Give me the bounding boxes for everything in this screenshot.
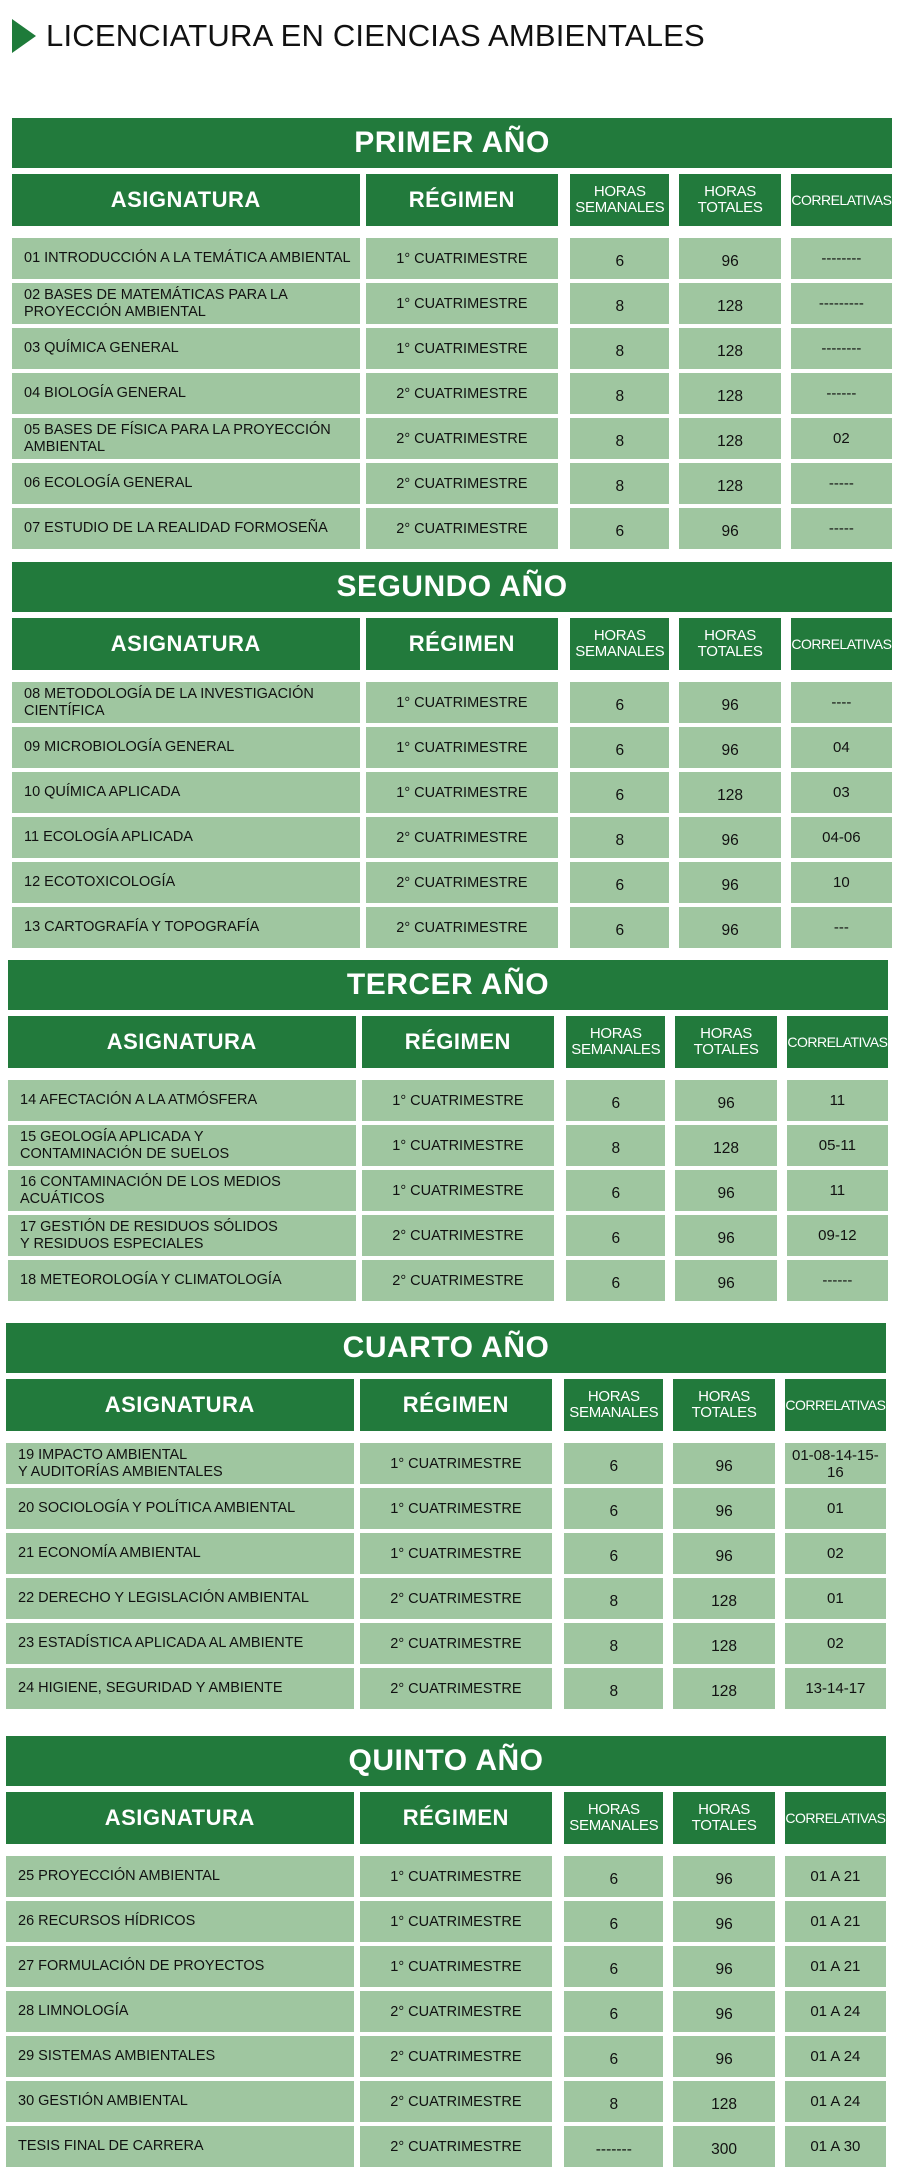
regime-cell: 1° CUATRIMESTRE bbox=[360, 1901, 553, 1942]
weekly-hours-cell: 8 bbox=[566, 1125, 665, 1166]
correlatives-cell: 11 bbox=[787, 1170, 888, 1211]
table-header bbox=[8, 1016, 888, 1068]
regime-cell: 2° CUATRIMESTRE bbox=[366, 463, 559, 504]
header-total-hours: HORAS TOTALES bbox=[679, 174, 780, 226]
total-hours-cell: 300 bbox=[673, 2126, 774, 2167]
total-hours-cell: 96 bbox=[673, 1488, 774, 1529]
weekly-hours-cell: 6 bbox=[570, 238, 669, 279]
total-hours-cell: 128 bbox=[673, 1623, 774, 1664]
subject-cell: 06 ECOLOGÍA GENERAL bbox=[12, 463, 360, 504]
header-weekly-hours: HORAS SEMANALES bbox=[566, 1016, 665, 1068]
table-row bbox=[12, 328, 892, 369]
total-hours-cell: 128 bbox=[679, 772, 780, 813]
table-row bbox=[6, 1991, 886, 2032]
subject-cell: 05 BASES DE FÍSICA PARA LA PROYECCIÓN AMBIENTAL bbox=[12, 418, 360, 459]
weekly-hours-cell: 6 bbox=[564, 1533, 663, 1574]
correlatives-cell: 01 A 24 bbox=[785, 2081, 886, 2122]
table-row bbox=[6, 1856, 886, 1897]
subject-cell: 20 SOCIOLOGÍA Y POLÍTICA AMBIENTAL bbox=[6, 1488, 354, 1529]
year-title: QUINTO AÑO bbox=[6, 1736, 886, 1786]
regime-cell: 2° CUATRIMESTRE bbox=[366, 862, 559, 903]
table-row bbox=[8, 1170, 888, 1211]
subject-cell: 02 BASES DE MATEMÁTICAS PARA LA PROYECCIÓN AMBIENTAL bbox=[12, 283, 360, 324]
subject-cell: 08 METODOLOGÍA DE LA INVESTIGACIÓN CIENTÍFICA bbox=[12, 682, 360, 723]
regime-cell: 2° CUATRIMESTRE bbox=[360, 1991, 553, 2032]
total-hours-cell: 128 bbox=[679, 328, 780, 369]
total-hours-cell: 128 bbox=[679, 463, 780, 504]
regime-cell: 1° CUATRIMESTRE bbox=[366, 238, 559, 279]
weekly-hours-cell: 8 bbox=[570, 283, 669, 324]
weekly-hours-cell: 8 bbox=[570, 373, 669, 414]
correlatives-cell: 02 bbox=[785, 1623, 886, 1664]
play-triangle-icon bbox=[12, 19, 36, 53]
table-row bbox=[12, 907, 892, 948]
correlatives-cell: ---- bbox=[791, 682, 892, 723]
regime-cell: 2° CUATRIMESTRE bbox=[366, 817, 559, 858]
table-header bbox=[6, 1792, 886, 1844]
weekly-hours-cell: 8 bbox=[570, 328, 669, 369]
total-hours-cell: 96 bbox=[675, 1215, 776, 1256]
weekly-hours-cell: 6 bbox=[570, 508, 669, 549]
header-regime: RÉGIMEN bbox=[366, 618, 559, 670]
header-correlatives: CORRELATIVAS bbox=[791, 618, 892, 670]
table-header bbox=[12, 618, 892, 670]
weekly-hours-cell: 8 bbox=[564, 1668, 663, 1709]
correlatives-cell: -------- bbox=[791, 238, 892, 279]
regime-cell: 1° CUATRIMESTRE bbox=[366, 682, 559, 723]
page-title: LICENCIATURA EN CIENCIAS AMBIENTALES bbox=[46, 18, 705, 53]
table-row bbox=[12, 817, 892, 858]
correlatives-cell: --- bbox=[791, 907, 892, 948]
correlatives-cell: 03 bbox=[791, 772, 892, 813]
header-subject: ASIGNATURA bbox=[12, 618, 360, 670]
weekly-hours-cell: 6 bbox=[564, 1488, 663, 1529]
correlatives-cell: ----- bbox=[791, 508, 892, 549]
subject-cell: 19 IMPACTO AMBIENTAL Y AUDITORÍAS AMBIENTALES bbox=[6, 1443, 354, 1484]
total-hours-cell: 96 bbox=[673, 1946, 774, 1987]
regime-cell: 2° CUATRIMESTRE bbox=[362, 1260, 555, 1301]
header-total-hours: HORAS TOTALES bbox=[673, 1379, 774, 1431]
table-row bbox=[8, 1080, 888, 1121]
regime-cell: 1° CUATRIMESTRE bbox=[362, 1170, 555, 1211]
total-hours-cell: 128 bbox=[675, 1125, 776, 1166]
regime-cell: 1° CUATRIMESTRE bbox=[366, 283, 559, 324]
subject-cell: 23 ESTADÍSTICA APLICADA AL AMBIENTE bbox=[6, 1623, 354, 1664]
header-total-hours: HORAS TOTALES bbox=[675, 1016, 776, 1068]
total-hours-cell: 96 bbox=[679, 727, 780, 768]
total-hours-cell: 128 bbox=[679, 283, 780, 324]
correlatives-cell: ------ bbox=[787, 1260, 888, 1301]
subject-cell: 09 MICROBIOLOGÍA GENERAL bbox=[12, 727, 360, 768]
header-total-hours: HORAS TOTALES bbox=[679, 618, 780, 670]
table-row bbox=[12, 373, 892, 414]
weekly-hours-cell: 6 bbox=[564, 1443, 663, 1484]
table-row bbox=[6, 2036, 886, 2077]
regime-cell: 2° CUATRIMESTRE bbox=[360, 2036, 553, 2077]
regime-cell: 1° CUATRIMESTRE bbox=[360, 1533, 553, 1574]
correlatives-cell: 01 bbox=[785, 1488, 886, 1529]
table-row bbox=[6, 1946, 886, 1987]
regime-cell: 1° CUATRIMESTRE bbox=[360, 1856, 553, 1897]
subject-cell: 11 ECOLOGÍA APLICADA bbox=[12, 817, 360, 858]
total-hours-cell: 96 bbox=[679, 862, 780, 903]
table-row bbox=[8, 1125, 888, 1166]
subject-cell: 16 CONTAMINACIÓN DE LOS MEDIOS ACUÁTICOS bbox=[8, 1170, 356, 1211]
table-row bbox=[8, 1215, 888, 1256]
table-row bbox=[12, 283, 892, 324]
regime-cell: 1° CUATRIMESTRE bbox=[366, 727, 559, 768]
regime-cell: 1° CUATRIMESTRE bbox=[360, 1946, 553, 1987]
correlatives-cell: --------- bbox=[791, 283, 892, 324]
header-weekly-hours: HORAS SEMANALES bbox=[564, 1792, 663, 1844]
regime-cell: 2° CUATRIMESTRE bbox=[360, 2081, 553, 2122]
table-row bbox=[12, 772, 892, 813]
total-hours-cell: 96 bbox=[679, 682, 780, 723]
total-hours-cell: 128 bbox=[673, 2081, 774, 2122]
total-hours-cell: 96 bbox=[679, 817, 780, 858]
correlatives-cell: ------ bbox=[791, 373, 892, 414]
header-regime: RÉGIMEN bbox=[366, 174, 559, 226]
table-row bbox=[12, 418, 892, 459]
weekly-hours-cell: 8 bbox=[570, 463, 669, 504]
total-hours-cell: 96 bbox=[679, 907, 780, 948]
weekly-hours-cell: 6 bbox=[564, 2036, 663, 2077]
correlatives-cell: 04-06 bbox=[791, 817, 892, 858]
weekly-hours-cell: 8 bbox=[564, 1623, 663, 1664]
correlatives-cell: 01 A 21 bbox=[785, 1946, 886, 1987]
weekly-hours-cell: 8 bbox=[570, 817, 669, 858]
total-hours-cell: 96 bbox=[679, 238, 780, 279]
total-hours-cell: 96 bbox=[673, 2036, 774, 2077]
subject-cell: 17 GESTIÓN DE RESIDUOS SÓLIDOS Y RESIDUOS ESPECIALES bbox=[8, 1215, 356, 1256]
header-weekly-hours: HORAS SEMANALES bbox=[570, 174, 669, 226]
correlatives-cell: 09-12 bbox=[787, 1215, 888, 1256]
table-row bbox=[12, 682, 892, 723]
header-total-hours: HORAS TOTALES bbox=[673, 1792, 774, 1844]
correlatives-cell: 02 bbox=[791, 418, 892, 459]
correlatives-cell: 05-11 bbox=[787, 1125, 888, 1166]
weekly-hours-cell: 6 bbox=[566, 1080, 665, 1121]
subject-cell: 15 GEOLOGÍA APLICADA Y CONTAMINACIÓN DE SUELOS bbox=[8, 1125, 356, 1166]
subject-cell: 14 AFECTACIÓN A LA ATMÓSFERA bbox=[8, 1080, 356, 1121]
weekly-hours-cell: 6 bbox=[570, 727, 669, 768]
weekly-hours-cell: 8 bbox=[570, 418, 669, 459]
subject-cell: 24 HIGIENE, SEGURIDAD Y AMBIENTE bbox=[6, 1668, 354, 1709]
year-section bbox=[6, 1736, 886, 2171]
subject-cell: 10 QUÍMICA APLICADA bbox=[12, 772, 360, 813]
table-row bbox=[8, 1260, 888, 1301]
year-title: SEGUNDO AÑO bbox=[12, 562, 892, 612]
total-hours-cell: 96 bbox=[675, 1080, 776, 1121]
subject-cell: 30 GESTIÓN AMBIENTAL bbox=[6, 2081, 354, 2122]
total-hours-cell: 96 bbox=[673, 1991, 774, 2032]
header-regime: RÉGIMEN bbox=[360, 1792, 553, 1844]
subject-cell: 28 LIMNOLOGÍA bbox=[6, 1991, 354, 2032]
correlatives-cell: 01 A 24 bbox=[785, 1991, 886, 2032]
table-row bbox=[6, 2081, 886, 2122]
total-hours-cell: 96 bbox=[673, 1443, 774, 1484]
weekly-hours-cell: 6 bbox=[570, 907, 669, 948]
year-title: TERCER AÑO bbox=[8, 960, 888, 1010]
table-row bbox=[6, 1623, 886, 1664]
subject-cell: 21 ECONOMÍA AMBIENTAL bbox=[6, 1533, 354, 1574]
weekly-hours-cell: 8 bbox=[564, 1578, 663, 1619]
year-title: PRIMER AÑO bbox=[12, 118, 892, 168]
regime-cell: 2° CUATRIMESTRE bbox=[360, 2126, 553, 2167]
regime-cell: 1° CUATRIMESTRE bbox=[366, 772, 559, 813]
regime-cell: 2° CUATRIMESTRE bbox=[360, 1668, 553, 1709]
total-hours-cell: 128 bbox=[679, 418, 780, 459]
subject-cell: 13 CARTOGRAFÍA Y TOPOGRAFÍA bbox=[12, 907, 360, 948]
weekly-hours-cell: 6 bbox=[570, 682, 669, 723]
weekly-hours-cell: 6 bbox=[566, 1170, 665, 1211]
header-correlatives: CORRELATIVAS bbox=[791, 174, 892, 226]
correlatives-cell: 04 bbox=[791, 727, 892, 768]
correlatives-cell: 11 bbox=[787, 1080, 888, 1121]
weekly-hours-cell: 6 bbox=[564, 1901, 663, 1942]
year-title: CUARTO AÑO bbox=[6, 1323, 886, 1373]
page-header bbox=[12, 18, 705, 54]
correlatives-cell: 01 bbox=[785, 1578, 886, 1619]
subject-cell: 26 RECURSOS HÍDRICOS bbox=[6, 1901, 354, 1942]
subject-cell: 27 FORMULACIÓN DE PROYECTOS bbox=[6, 1946, 354, 1987]
weekly-hours-cell: 6 bbox=[566, 1260, 665, 1301]
table-row bbox=[12, 508, 892, 549]
header-weekly-hours: HORAS SEMANALES bbox=[564, 1379, 663, 1431]
subject-cell: 18 METEOROLOGÍA Y CLIMATOLOGÍA bbox=[8, 1260, 356, 1301]
correlatives-cell: -------- bbox=[791, 328, 892, 369]
subject-cell: 25 PROYECCIÓN AMBIENTAL bbox=[6, 1856, 354, 1897]
weekly-hours-cell: 6 bbox=[566, 1215, 665, 1256]
year-section bbox=[8, 960, 888, 1305]
weekly-hours-cell: 6 bbox=[564, 1946, 663, 1987]
weekly-hours-cell: ------- bbox=[564, 2126, 663, 2167]
table-row bbox=[6, 1533, 886, 1574]
table-row bbox=[6, 1901, 886, 1942]
subject-cell: 29 SISTEMAS AMBIENTALES bbox=[6, 2036, 354, 2077]
table-header bbox=[6, 1379, 886, 1431]
weekly-hours-cell: 6 bbox=[564, 1991, 663, 2032]
table-row bbox=[6, 2126, 886, 2167]
table-row bbox=[12, 463, 892, 504]
correlatives-cell: 01 A 30 bbox=[785, 2126, 886, 2167]
correlatives-cell: 01 A 24 bbox=[785, 2036, 886, 2077]
year-section bbox=[12, 118, 892, 553]
correlatives-cell: 01 A 21 bbox=[785, 1901, 886, 1942]
regime-cell: 2° CUATRIMESTRE bbox=[366, 418, 559, 459]
regime-cell: 2° CUATRIMESTRE bbox=[362, 1215, 555, 1256]
total-hours-cell: 128 bbox=[673, 1668, 774, 1709]
regime-cell: 1° CUATRIMESTRE bbox=[366, 328, 559, 369]
regime-cell: 1° CUATRIMESTRE bbox=[362, 1080, 555, 1121]
table-row bbox=[12, 862, 892, 903]
header-regime: RÉGIMEN bbox=[360, 1379, 553, 1431]
total-hours-cell: 128 bbox=[679, 373, 780, 414]
regime-cell: 1° CUATRIMESTRE bbox=[360, 1488, 553, 1529]
total-hours-cell: 96 bbox=[675, 1260, 776, 1301]
year-section bbox=[12, 562, 892, 952]
total-hours-cell: 96 bbox=[673, 1901, 774, 1942]
table-row bbox=[6, 1488, 886, 1529]
subject-cell: 01 INTRODUCCIÓN A LA TEMÁTICA AMBIENTAL bbox=[12, 238, 360, 279]
header-subject: ASIGNATURA bbox=[8, 1016, 356, 1068]
table-row bbox=[6, 1668, 886, 1709]
header-subject: ASIGNATURA bbox=[6, 1792, 354, 1844]
header-correlatives: CORRELATIVAS bbox=[787, 1016, 888, 1068]
subject-cell: 03 QUÍMICA GENERAL bbox=[12, 328, 360, 369]
total-hours-cell: 96 bbox=[679, 508, 780, 549]
regime-cell: 2° CUATRIMESTRE bbox=[366, 508, 559, 549]
table-header bbox=[12, 174, 892, 226]
total-hours-cell: 96 bbox=[675, 1170, 776, 1211]
weekly-hours-cell: 6 bbox=[570, 862, 669, 903]
correlatives-cell: 01 A 21 bbox=[785, 1856, 886, 1897]
header-subject: ASIGNATURA bbox=[6, 1379, 354, 1431]
regime-cell: 2° CUATRIMESTRE bbox=[366, 373, 559, 414]
subject-cell: 12 ECOTOXICOLOGÍA bbox=[12, 862, 360, 903]
table-row bbox=[12, 727, 892, 768]
subject-cell: 07 ESTUDIO DE LA REALIDAD FORMOSEÑA bbox=[12, 508, 360, 549]
regime-cell: 2° CUATRIMESTRE bbox=[360, 1578, 553, 1619]
regime-cell: 2° CUATRIMESTRE bbox=[360, 1623, 553, 1664]
weekly-hours-cell: 6 bbox=[564, 1856, 663, 1897]
subject-cell: TESIS FINAL DE CARRERA bbox=[6, 2126, 354, 2167]
header-weekly-hours: HORAS SEMANALES bbox=[570, 618, 669, 670]
regime-cell: 2° CUATRIMESTRE bbox=[366, 907, 559, 948]
regime-cell: 1° CUATRIMESTRE bbox=[360, 1443, 553, 1484]
correlatives-cell: 13-14-17 bbox=[785, 1668, 886, 1709]
table-row bbox=[12, 238, 892, 279]
correlatives-cell: 01-08-14-15-16 bbox=[785, 1443, 886, 1484]
header-correlatives: CORRELATIVAS bbox=[785, 1792, 886, 1844]
table-row bbox=[6, 1578, 886, 1619]
weekly-hours-cell: 6 bbox=[570, 772, 669, 813]
year-section bbox=[6, 1323, 886, 1713]
regime-cell: 1° CUATRIMESTRE bbox=[362, 1125, 555, 1166]
correlatives-cell: 10 bbox=[791, 862, 892, 903]
header-correlatives: CORRELATIVAS bbox=[785, 1379, 886, 1431]
correlatives-cell: 02 bbox=[785, 1533, 886, 1574]
total-hours-cell: 128 bbox=[673, 1578, 774, 1619]
subject-cell: 22 DERECHO Y LEGISLACIÓN AMBIENTAL bbox=[6, 1578, 354, 1619]
header-subject: ASIGNATURA bbox=[12, 174, 360, 226]
correlatives-cell: ----- bbox=[791, 463, 892, 504]
table-row bbox=[6, 1443, 886, 1484]
total-hours-cell: 96 bbox=[673, 1856, 774, 1897]
weekly-hours-cell: 8 bbox=[564, 2081, 663, 2122]
subject-cell: 04 BIOLOGÍA GENERAL bbox=[12, 373, 360, 414]
total-hours-cell: 96 bbox=[673, 1533, 774, 1574]
header-regime: RÉGIMEN bbox=[362, 1016, 555, 1068]
